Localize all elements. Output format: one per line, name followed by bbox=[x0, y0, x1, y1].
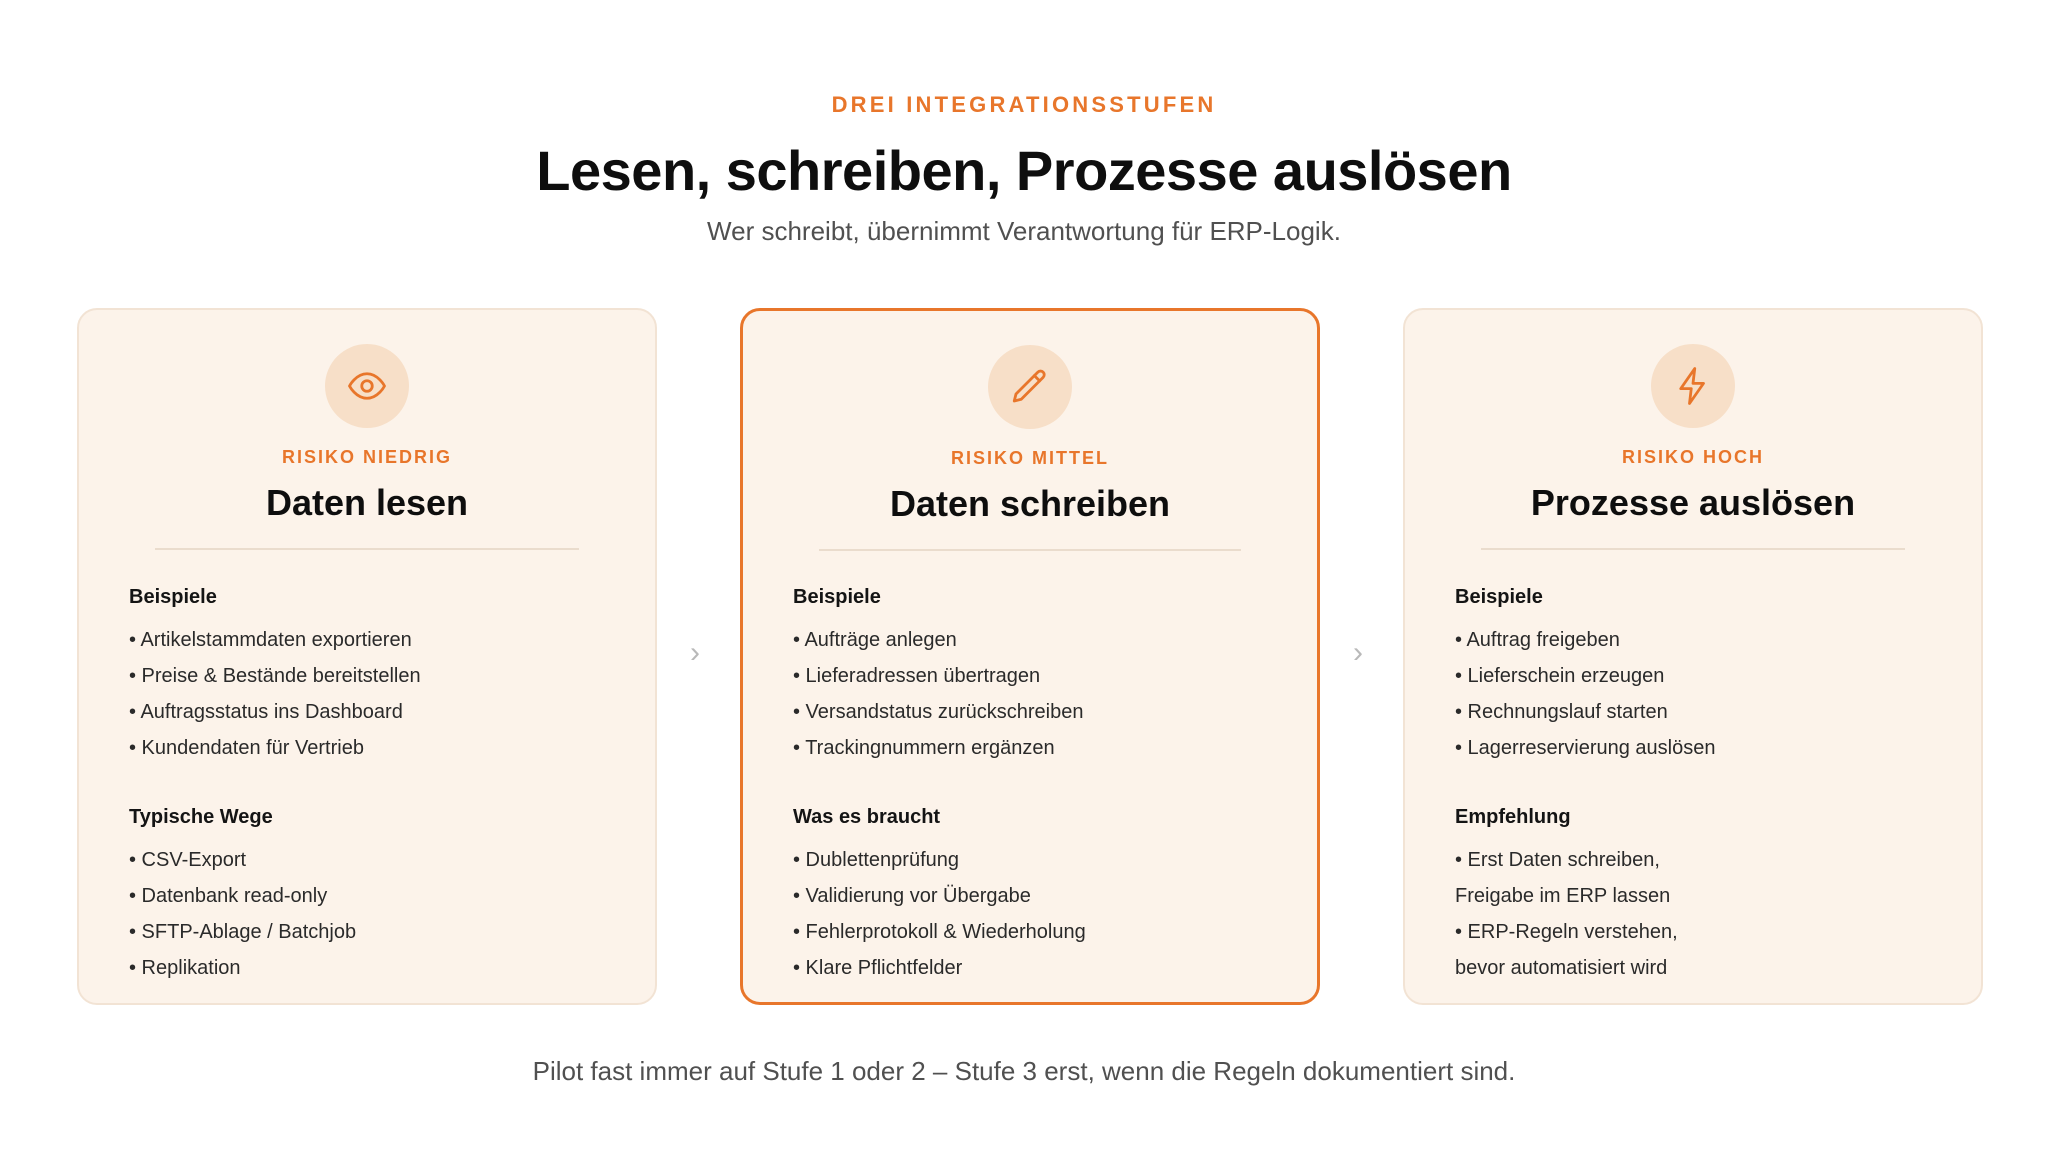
section-heading-was-es-braucht: Was es braucht bbox=[793, 806, 941, 828]
card-prozesse-ausloesen bbox=[1403, 308, 1983, 1005]
list-item: • Auftragsstatus ins Dashboard bbox=[129, 701, 403, 723]
risk-label: RISIKO NIEDRIG bbox=[281, 447, 452, 467]
page-title: Lesen, schreiben, Prozesse auslösen bbox=[536, 139, 1512, 202]
card-icon-circle bbox=[988, 345, 1072, 429]
list-item: bevor automatisiert wird bbox=[1455, 957, 1668, 979]
section-heading-beispiele: Beispiele bbox=[793, 586, 881, 608]
list-item: • Validierung vor Übergabe bbox=[793, 885, 1031, 907]
list-item: • Datenbank read-only bbox=[129, 885, 328, 907]
pencil-icon bbox=[1009, 366, 1051, 408]
page-subtitle: Wer schreibt, übernimmt Verantwortung für ERP-Logik. bbox=[707, 216, 1341, 246]
section-heading-beispiele: Beispiele bbox=[129, 586, 217, 608]
divider bbox=[1481, 548, 1905, 550]
list-item: • Lagerreservierung auslösen bbox=[1455, 737, 1716, 759]
list-item: • Dublettenprüfung bbox=[793, 849, 960, 871]
list-item: • Preise & Bestände bereitstellen bbox=[129, 665, 421, 687]
divider bbox=[155, 548, 579, 550]
recommendation-list bbox=[1455, 842, 1951, 986]
card-title: Daten lesen bbox=[265, 482, 469, 523]
list-item: • Replikation bbox=[129, 957, 241, 979]
list-item: • CSV-Export bbox=[129, 849, 247, 871]
card-icon-circle bbox=[325, 344, 409, 428]
list-item: • SFTP-Ablage / Batchjob bbox=[129, 921, 357, 943]
section-heading-typische-wege: Typische Wege bbox=[129, 806, 273, 828]
requirements-list bbox=[793, 842, 1287, 986]
examples-list bbox=[129, 622, 625, 766]
list-item: • Artikelstammdaten exportieren bbox=[129, 629, 412, 651]
examples-list bbox=[1455, 622, 1951, 766]
risk-label: RISIKO HOCH bbox=[1621, 447, 1764, 467]
list-item: • Lieferschein erzeugen bbox=[1455, 665, 1665, 687]
chevron-right-icon: › bbox=[690, 636, 700, 669]
examples-list bbox=[793, 622, 1287, 766]
section-heading-beispiele: Beispiele bbox=[1455, 586, 1543, 608]
list-item: • ERP-Regeln verstehen, bbox=[1455, 921, 1678, 943]
list-item: • Fehlerprotokoll & Wiederholung bbox=[793, 921, 1086, 943]
divider bbox=[819, 549, 1241, 551]
list-item: • Rechnungslauf starten bbox=[1455, 701, 1668, 723]
list-item: • Trackingnummern ergänzen bbox=[793, 737, 1055, 759]
list-item: • Klare Pflichtfelder bbox=[793, 957, 963, 979]
card-title: Prozesse auslösen bbox=[1530, 482, 1856, 523]
list-item: • Lieferadressen übertragen bbox=[793, 665, 1041, 687]
list-item: • Versandstatus zurückschreiben bbox=[793, 701, 1084, 723]
list-item: • Aufträge anlegen bbox=[793, 629, 957, 651]
risk-label: RISIKO MITTEL bbox=[951, 448, 1109, 468]
footer-note: Pilot fast immer auf Stufe 1 oder 2 – Stufe 3 erst, wenn die Regeln dokumentiert sind. bbox=[532, 1056, 1516, 1086]
chevron-right-icon: › bbox=[1353, 636, 1363, 669]
lightning-icon bbox=[1672, 365, 1714, 407]
list-item: Freigabe im ERP lassen bbox=[1455, 885, 1671, 907]
card-icon-circle bbox=[1651, 344, 1735, 428]
list-item: • Auftrag freigeben bbox=[1455, 629, 1620, 651]
eye-icon bbox=[346, 365, 388, 407]
card-daten-schreiben bbox=[740, 308, 1320, 1005]
section-heading-empfehlung: Empfehlung bbox=[1455, 806, 1571, 828]
paths-list bbox=[129, 842, 625, 986]
list-item: • Erst Daten schreiben, bbox=[1455, 849, 1660, 871]
eyebrow-label: DREI INTEGRATIONSSTUFEN bbox=[831, 92, 1217, 117]
card-daten-lesen bbox=[77, 308, 657, 1005]
list-item: • Kundendaten für Vertrieb bbox=[129, 737, 364, 759]
card-title: Daten schreiben bbox=[889, 483, 1171, 524]
